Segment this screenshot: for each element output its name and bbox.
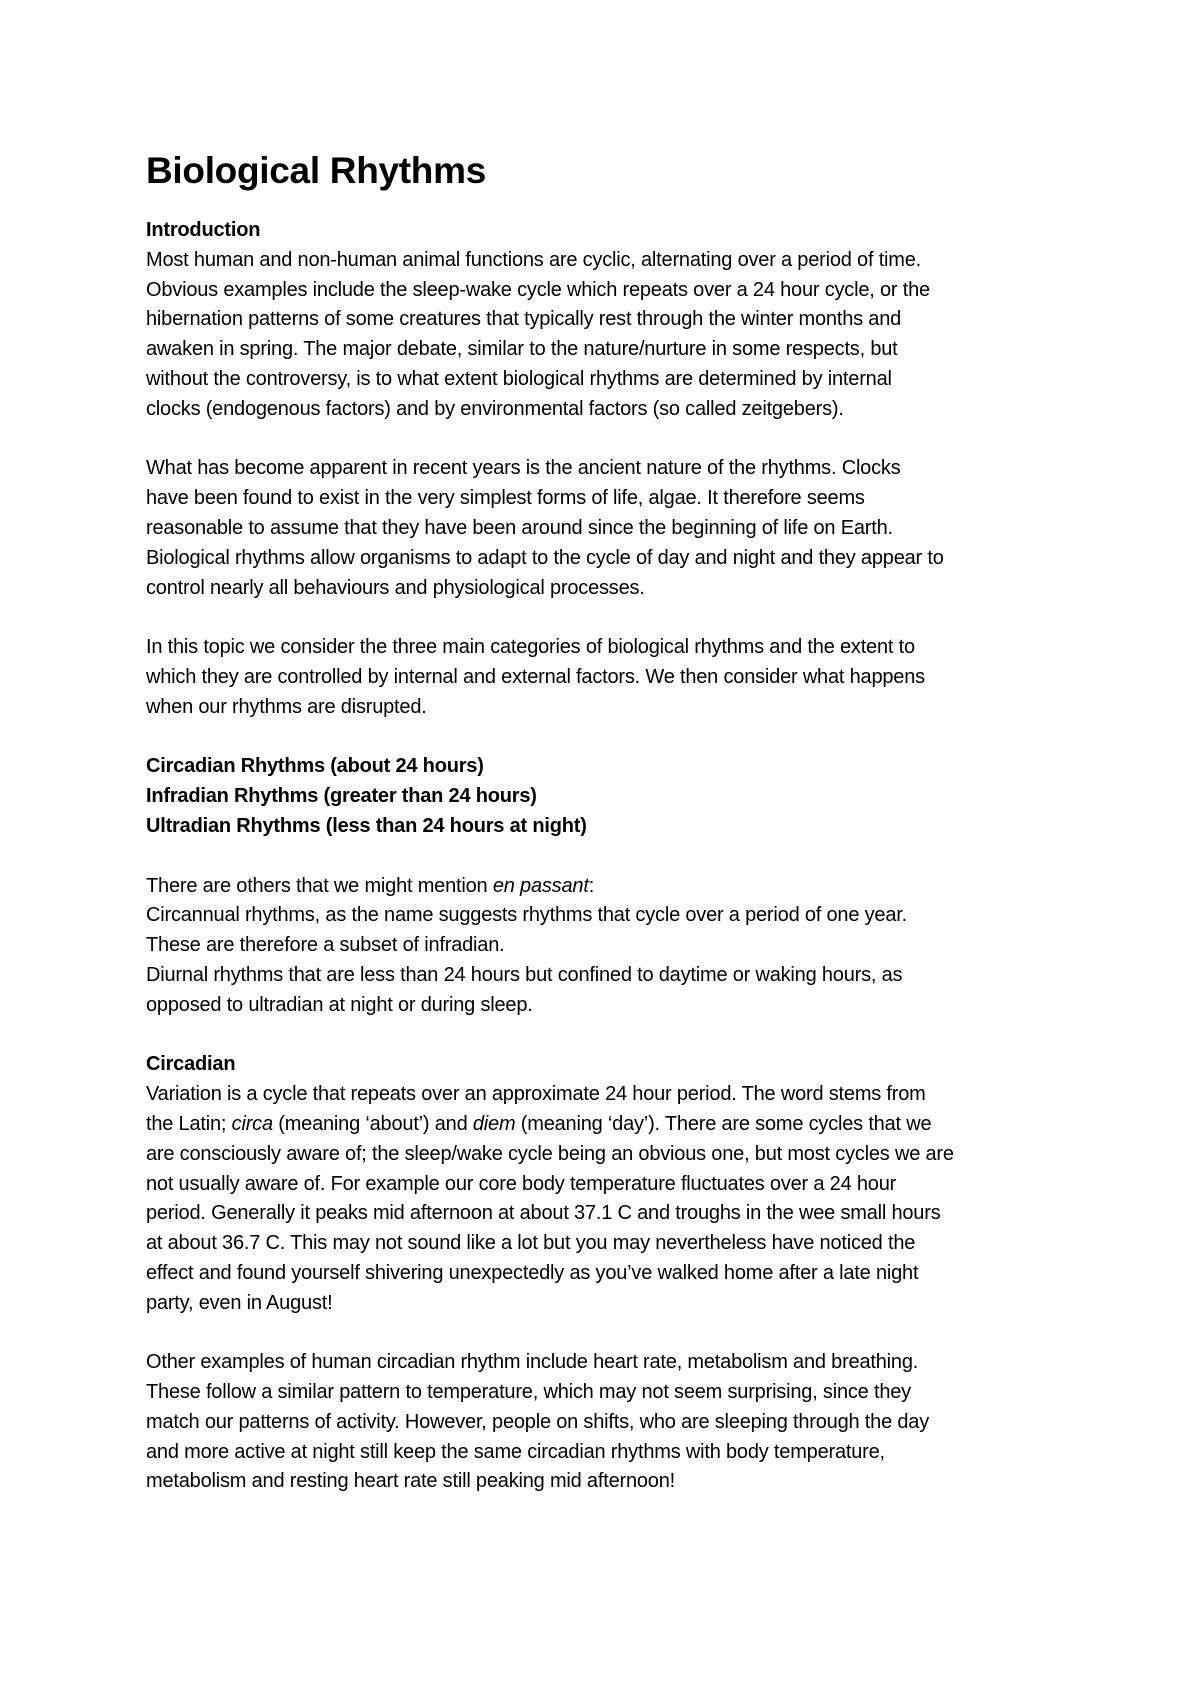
paragraph-line: These are therefore a subset of infradian. xyxy=(146,934,505,957)
paragraph-line: These follow a similar pattern to temperature, which may not seem surprising, since they xyxy=(146,1381,911,1404)
latin-text-a: the Latin; xyxy=(146,1112,232,1135)
paragraph-line: have been found to exist in the very simplest forms of life, algae. It therefore seems xyxy=(146,487,865,510)
latin-word-circa: circa xyxy=(231,1112,273,1135)
paragraph-spacer xyxy=(146,723,1066,753)
paragraph-line: are consciously aware of; the sleep/wake cycle being an obvious one, but most cycles we are xyxy=(146,1142,954,1165)
category-circadian: Circadian Rhythms (about 24 hours) xyxy=(146,755,484,778)
paragraph-line: at about 36.7 C. This may not sound like a lot but you may nevertheless have noticed the xyxy=(146,1232,916,1255)
paragraph-line: Circannual rhythms, as the name suggests rhythms that cycle over a period of one year. xyxy=(146,904,907,927)
document-page xyxy=(146,148,1066,1497)
paragraph-line: hibernation patterns of some creatures that typically rest through the winter months and xyxy=(146,308,902,331)
paragraph-line: reasonable to assume that they have been around since the beginning of life on Earth. xyxy=(146,516,893,539)
paragraph-line: and more active at night still keep the same circadian rhythms with body temperature, xyxy=(146,1440,885,1463)
paragraph-line: when our rhythms are disrupted. xyxy=(146,695,427,718)
category-infradian: Infradian Rhythms (greater than 24 hours) xyxy=(146,785,537,808)
paragraph-line: Diurnal rhythms that are less than 24 hours but confined to daytime or waking hours, as xyxy=(146,963,903,986)
circadian-heading: Circadian xyxy=(146,1053,236,1076)
latin-etymology-line xyxy=(146,1110,1066,1140)
paragraph-line: Obvious examples include the sleep-wake cycle which repeats over a 24 hour cycle, or the xyxy=(146,278,930,301)
paragraph-line: effect and found yourself shivering unexpectedly as you’ve walked home after a late night xyxy=(146,1261,919,1284)
paragraph-spacer xyxy=(146,425,1066,455)
paragraph-spacer xyxy=(146,1318,1066,1348)
paragraph-line: which they are controlled by internal and external factors. We then consider what happens xyxy=(146,665,925,688)
document-body xyxy=(146,216,1066,1497)
paragraph-line: In this topic we consider the three main categories of biological rhythms and the extent to xyxy=(146,636,915,659)
paragraph-line: control nearly all behaviours and physiological processes. xyxy=(146,576,645,599)
document-title: Biological Rhythms xyxy=(146,150,486,191)
latin-text-c: (meaning ‘day’). There are some cycles that we xyxy=(515,1112,932,1135)
paragraph-line: opposed to ultradian at night or during sleep. xyxy=(146,993,533,1016)
latin-text-b: (meaning ‘about’) and xyxy=(272,1112,473,1135)
paragraph-line: Variation is a cycle that repeats over an approximate 24 hour period. The word stems from xyxy=(146,1083,926,1106)
topic-overview-paragraph xyxy=(146,633,1066,722)
paragraph-line: awaken in spring. The major debate, similar to the nature/nurture in some respects, but xyxy=(146,338,898,361)
others-intro-line xyxy=(146,872,1066,902)
others-intro-suffix: : xyxy=(588,874,595,897)
paragraph-line: match our patterns of activity. However, people on shifts, who are sleeping through the day xyxy=(146,1410,929,1433)
paragraph-line: Other examples of human circadian rhythm include heart rate, metabolism and breathing. xyxy=(146,1351,919,1374)
paragraph-spacer xyxy=(146,1021,1066,1051)
paragraph-line: Biological rhythms allow organisms to adapt to the cycle of day and night and they appear to xyxy=(146,546,944,569)
others-intro-italic: en passant xyxy=(492,874,589,897)
paragraph-line: without the controversy, is to what extent biological rhythms are determined by internal xyxy=(146,367,892,390)
human-circadian-examples-paragraph xyxy=(146,1348,1066,1497)
paragraph-spacer xyxy=(146,603,1066,633)
rhythm-categories-list xyxy=(146,752,1066,841)
paragraph-line: period. Generally it peaks mid afternoon at about 37.1 C and troughs in the wee small hours xyxy=(146,1202,941,1225)
paragraph-line: clocks (endogenous factors) and by environmental factors (so called zeitgebers). xyxy=(146,397,844,420)
ancient-nature-paragraph xyxy=(146,454,1066,603)
paragraph-spacer xyxy=(146,842,1066,872)
paragraph-line: What has become apparent in recent years is the ancient nature of the rhythms. Clocks xyxy=(146,457,901,480)
latin-word-diem: diem xyxy=(472,1112,516,1135)
paragraph-line: Most human and non-human animal functions are cyclic, alternating over a period of time. xyxy=(146,248,922,271)
intro-paragraph xyxy=(146,246,1066,425)
others-intro-prefix: There are others that we might mention xyxy=(146,874,493,897)
paragraph-line: metabolism and resting heart rate still peaking mid afternoon! xyxy=(146,1470,675,1493)
intro-heading: Introduction xyxy=(146,219,261,241)
circadian-paragraph xyxy=(146,1080,1066,1318)
paragraph-line: not usually aware of. For example our core body temperature fluctuates over a 24 hour xyxy=(146,1172,897,1195)
category-ultradian: Ultradian Rhythms (less than 24 hours at night) xyxy=(146,814,587,837)
paragraph-line: party, even in August! xyxy=(146,1291,333,1314)
other-rhythms-paragraph xyxy=(146,872,1066,1021)
